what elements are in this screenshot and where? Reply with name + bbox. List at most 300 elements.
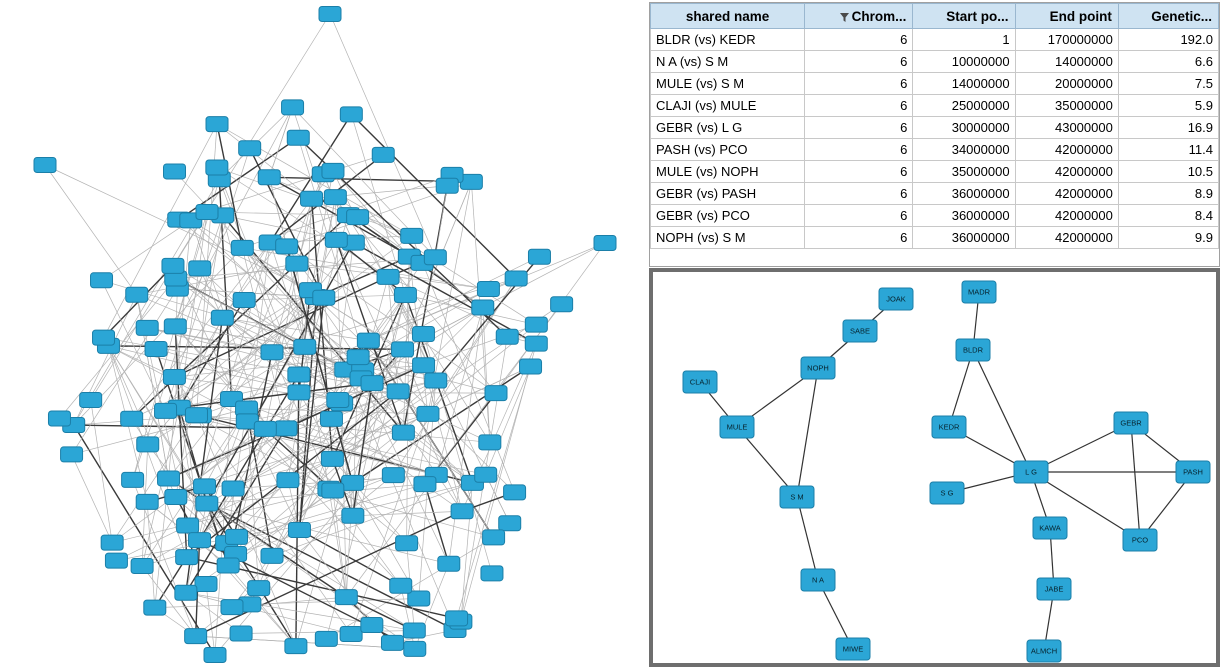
node-shape[interactable] (221, 600, 243, 615)
node-shape[interactable] (394, 287, 416, 302)
network-node[interactable] (438, 556, 460, 571)
network-edge[interactable] (949, 350, 973, 427)
network-node[interactable] (325, 232, 347, 247)
network-node[interactable] (276, 239, 298, 254)
node-shape[interactable] (481, 566, 503, 581)
network-node[interactable] (294, 339, 316, 354)
network-node[interactable] (505, 271, 527, 286)
node-shape[interactable] (136, 494, 158, 509)
node-shape[interactable] (551, 297, 573, 312)
cell-start-point[interactable]: 30000000 (913, 117, 1015, 139)
node-shape[interactable] (144, 600, 166, 615)
network-node[interactable] (932, 416, 966, 438)
network-node[interactable] (301, 191, 323, 206)
node-shape[interactable] (288, 367, 310, 382)
node-shape[interactable] (121, 411, 143, 426)
node-shape[interactable] (408, 591, 430, 606)
network-node[interactable] (930, 482, 964, 504)
node-shape[interactable] (382, 468, 404, 483)
node-shape[interactable] (48, 411, 70, 426)
cell-end-point[interactable]: 170000000 (1015, 29, 1118, 51)
network-node[interactable] (477, 282, 499, 297)
node-shape[interactable] (436, 178, 458, 193)
network-node[interactable] (137, 437, 159, 452)
node-shape[interactable] (325, 232, 347, 247)
network-node[interactable] (836, 638, 870, 660)
network-node[interactable] (414, 477, 436, 492)
network-node[interactable] (342, 508, 364, 523)
node-shape[interactable] (288, 385, 310, 400)
network-node[interactable] (962, 281, 996, 303)
node-shape[interactable] (319, 7, 341, 22)
node-shape[interactable] (254, 421, 276, 436)
table-row[interactable] (651, 227, 1219, 249)
network-node[interactable] (381, 635, 403, 650)
node-shape[interactable] (438, 556, 460, 571)
network-node[interactable] (288, 367, 310, 382)
network-node[interactable] (408, 591, 430, 606)
edge-table[interactable] (650, 3, 1219, 249)
node-shape[interactable] (122, 472, 144, 487)
network-node[interactable] (412, 327, 434, 342)
network-edge[interactable] (329, 489, 346, 597)
network-node[interactable] (185, 629, 207, 644)
network-edge[interactable] (486, 367, 531, 475)
node-shape[interactable] (206, 117, 228, 132)
cell-chromosome[interactable]: 6 (805, 29, 913, 51)
table-row[interactable] (651, 95, 1219, 117)
node-shape[interactable] (340, 107, 362, 122)
network-node[interactable] (436, 178, 458, 193)
network-node[interactable] (460, 174, 482, 189)
network-node[interactable] (164, 164, 186, 179)
cell-chromosome[interactable]: 6 (805, 117, 913, 139)
network-node[interactable] (340, 107, 362, 122)
cell-shared-name[interactable]: GEBR (vs) L G (651, 117, 805, 139)
node-shape[interactable] (335, 590, 357, 605)
node-shape[interactable] (162, 258, 184, 273)
network-node[interactable] (1027, 640, 1061, 662)
network-node[interactable] (1114, 412, 1148, 434)
network-node[interactable] (720, 416, 754, 438)
network-node[interactable] (1037, 578, 1071, 600)
node-shape[interactable] (204, 648, 226, 663)
cell-start-point[interactable]: 36000000 (913, 183, 1015, 205)
node-shape[interactable] (294, 339, 316, 354)
network-node[interactable] (196, 205, 218, 220)
network-node[interactable] (496, 329, 518, 344)
network-node[interactable] (195, 577, 217, 592)
network-node[interactable] (105, 553, 127, 568)
node-shape[interactable] (479, 435, 501, 450)
network-edge[interactable] (104, 124, 217, 338)
node-shape[interactable] (396, 536, 418, 551)
node-shape[interactable] (528, 249, 550, 264)
node-shape[interactable] (277, 473, 299, 488)
network-node[interactable] (163, 370, 185, 385)
network-node[interactable] (204, 648, 226, 663)
node-shape[interactable] (275, 421, 297, 436)
network-node[interactable] (347, 210, 369, 225)
network-node[interactable] (189, 533, 211, 548)
node-shape[interactable] (288, 522, 310, 537)
edge-table-panel[interactable] (649, 2, 1220, 267)
network-node[interactable] (254, 421, 276, 436)
table-row[interactable] (651, 29, 1219, 51)
table-row[interactable] (651, 139, 1219, 161)
cell-chromosome[interactable]: 6 (805, 95, 913, 117)
node-shape[interactable] (231, 240, 253, 255)
network-node[interactable] (322, 483, 344, 498)
table-header-chromosome[interactable] (805, 4, 913, 29)
network-node[interactable] (48, 411, 70, 426)
network-node[interactable] (780, 486, 814, 508)
table-body[interactable] (651, 29, 1219, 249)
network-node[interactable] (277, 473, 299, 488)
node-shape[interactable] (446, 611, 468, 626)
network-node[interactable] (101, 535, 123, 550)
node-shape[interactable] (136, 320, 158, 335)
network-node[interactable] (288, 385, 310, 400)
node-shape[interactable] (189, 261, 211, 276)
network-node[interactable] (396, 536, 418, 551)
node-shape[interactable] (322, 163, 344, 178)
node-shape[interactable] (404, 641, 426, 656)
network-node[interactable] (231, 240, 253, 255)
node-shape[interactable] (177, 518, 199, 533)
network-node[interactable] (382, 468, 404, 483)
node-shape[interactable] (286, 256, 308, 271)
network-node[interactable] (801, 569, 835, 591)
cell-end-point[interactable]: 20000000 (1015, 73, 1118, 95)
network-node[interactable] (485, 386, 507, 401)
cell-genetic[interactable]: 11.4 (1118, 139, 1218, 161)
node-shape[interactable] (315, 631, 337, 646)
cell-chromosome[interactable]: 6 (805, 51, 913, 73)
node-shape[interactable] (233, 293, 255, 308)
table-header-shared-name[interactable] (651, 4, 805, 29)
network-edge[interactable] (797, 368, 818, 497)
node-shape[interactable] (175, 585, 197, 600)
cell-chromosome[interactable]: 6 (805, 139, 913, 161)
network-node[interactable] (206, 117, 228, 132)
node-shape[interactable] (145, 341, 167, 356)
network-node[interactable] (319, 7, 341, 22)
network-node[interactable] (387, 384, 409, 399)
node-shape[interactable] (460, 174, 482, 189)
network-node[interactable] (206, 160, 228, 175)
network-node[interactable] (136, 320, 158, 335)
network-node[interactable] (287, 130, 309, 145)
cell-chromosome[interactable]: 6 (805, 161, 913, 183)
node-shape[interactable] (185, 408, 207, 423)
node-shape[interactable] (472, 300, 494, 315)
node-shape[interactable] (222, 481, 244, 496)
node-shape[interactable] (93, 330, 115, 345)
network-node[interactable] (956, 339, 990, 361)
network-node[interactable] (424, 250, 446, 265)
cell-chromosome[interactable]: 6 (805, 183, 913, 205)
node-shape[interactable] (401, 228, 423, 243)
cell-start-point[interactable]: 25000000 (913, 95, 1015, 117)
node-shape[interactable] (211, 310, 233, 325)
cell-end-point[interactable]: 42000000 (1015, 205, 1118, 227)
network-node[interactable] (136, 494, 158, 509)
network-node[interactable] (282, 100, 304, 115)
network-node[interactable] (222, 481, 244, 496)
node-shape[interactable] (403, 623, 425, 638)
node-shape[interactable] (276, 239, 298, 254)
node-shape[interactable] (387, 384, 409, 399)
network-node[interactable] (164, 319, 186, 334)
node-shape[interactable] (105, 553, 127, 568)
network-node[interactable] (158, 471, 180, 486)
cell-genetic[interactable]: 8.9 (1118, 183, 1218, 205)
table-row[interactable] (651, 117, 1219, 139)
cell-end-point[interactable]: 43000000 (1015, 117, 1118, 139)
table-row[interactable] (651, 51, 1219, 73)
network-node[interactable] (342, 475, 364, 490)
node-shape[interactable] (414, 477, 436, 492)
network-node[interactable] (221, 600, 243, 615)
node-shape[interactable] (282, 100, 304, 115)
network-node[interactable] (196, 496, 218, 511)
network-node[interactable] (261, 345, 283, 360)
cell-start-point[interactable]: 34000000 (913, 139, 1015, 161)
network-node[interactable] (288, 522, 310, 537)
network-node[interactable] (483, 530, 505, 545)
node-shape[interactable] (126, 287, 148, 302)
cell-start-point[interactable]: 35000000 (913, 161, 1015, 183)
node-shape[interactable] (347, 350, 369, 365)
network-node[interactable] (472, 300, 494, 315)
node-shape[interactable] (261, 345, 283, 360)
node-shape[interactable] (520, 359, 542, 374)
network-node[interactable] (683, 371, 717, 393)
network-node[interactable] (361, 618, 383, 633)
network-node[interactable] (357, 333, 379, 348)
network-node[interactable] (551, 297, 573, 312)
network-node[interactable] (230, 626, 252, 641)
node-shape[interactable] (483, 530, 505, 545)
node-shape[interactable] (189, 533, 211, 548)
table-header-end-point[interactable] (1015, 4, 1118, 29)
node-shape[interactable] (196, 496, 218, 511)
node-shape[interactable] (361, 376, 383, 391)
subnetwork-view[interactable] (649, 268, 1220, 667)
node-shape[interactable] (496, 329, 518, 344)
network-edge[interactable] (1131, 423, 1140, 540)
network-node[interactable] (144, 600, 166, 615)
network-node[interactable] (403, 623, 425, 638)
node-shape[interactable] (248, 581, 270, 596)
node-shape[interactable] (377, 269, 399, 284)
node-shape[interactable] (164, 164, 186, 179)
node-shape[interactable] (475, 467, 497, 482)
node-shape[interactable] (417, 406, 439, 421)
network-node[interactable] (801, 357, 835, 379)
network-node[interactable] (392, 425, 414, 440)
network-node[interactable] (394, 287, 416, 302)
cell-shared-name[interactable]: BLDR (vs) KEDR (651, 29, 805, 51)
network-node[interactable] (324, 190, 346, 205)
network-node[interactable] (275, 421, 297, 436)
node-shape[interactable] (327, 393, 349, 408)
table-row[interactable] (651, 183, 1219, 205)
network-edge[interactable] (296, 375, 299, 647)
network-node[interactable] (372, 147, 394, 162)
cell-start-point[interactable]: 36000000 (913, 227, 1015, 249)
cell-chromosome[interactable]: 6 (805, 205, 913, 227)
network-node[interactable] (525, 336, 547, 351)
node-shape[interactable] (287, 130, 309, 145)
node-shape[interactable] (413, 358, 435, 373)
cell-genetic[interactable]: 7.5 (1118, 73, 1218, 95)
network-node[interactable] (322, 163, 344, 178)
node-shape[interactable] (342, 508, 364, 523)
node-shape[interactable] (504, 485, 526, 500)
node-shape[interactable] (412, 327, 434, 342)
cell-start-point[interactable]: 1 (913, 29, 1015, 51)
node-shape[interactable] (392, 342, 414, 357)
network-node[interactable] (446, 611, 468, 626)
network-node[interactable] (479, 435, 501, 450)
network-node[interactable] (843, 320, 877, 342)
network-node[interactable] (61, 447, 83, 462)
node-shape[interactable] (91, 273, 113, 288)
network-node[interactable] (504, 485, 526, 500)
node-shape[interactable] (525, 317, 547, 332)
cell-shared-name[interactable]: GEBR (vs) PASH (651, 183, 805, 205)
network-node[interactable] (176, 550, 198, 565)
node-shape[interactable] (230, 626, 252, 641)
network-node[interactable] (226, 529, 248, 544)
network-node[interactable] (594, 236, 616, 251)
cell-end-point[interactable]: 42000000 (1015, 183, 1118, 205)
network-node[interactable] (177, 518, 199, 533)
cell-genetic[interactable]: 10.5 (1118, 161, 1218, 183)
cell-shared-name[interactable]: MULE (vs) S M (651, 73, 805, 95)
network-node[interactable] (261, 548, 283, 563)
network-node[interactable] (1176, 461, 1210, 483)
network-node[interactable] (248, 581, 270, 596)
network-node[interactable] (93, 330, 115, 345)
network-node[interactable] (162, 258, 184, 273)
node-shape[interactable] (261, 548, 283, 563)
network-node[interactable] (126, 287, 148, 302)
node-shape[interactable] (324, 190, 346, 205)
network-node[interactable] (313, 290, 335, 305)
node-shape[interactable] (164, 319, 186, 334)
node-shape[interactable] (239, 141, 261, 156)
network-node[interactable] (481, 566, 503, 581)
node-shape[interactable] (342, 475, 364, 490)
network-node[interactable] (390, 578, 412, 593)
network-node[interactable] (425, 373, 447, 388)
network-node[interactable] (121, 411, 143, 426)
node-shape[interactable] (451, 504, 473, 519)
network-edge[interactable] (91, 400, 112, 543)
cell-shared-name[interactable]: MULE (vs) NOPH (651, 161, 805, 183)
node-shape[interactable] (505, 271, 527, 286)
cell-shared-name[interactable]: NOPH (vs) S M (651, 227, 805, 249)
network-node[interactable] (451, 504, 473, 519)
cell-start-point[interactable]: 14000000 (913, 73, 1015, 95)
node-shape[interactable] (165, 490, 187, 505)
node-shape[interactable] (390, 578, 412, 593)
node-shape[interactable] (34, 158, 56, 173)
node-shape[interactable] (301, 191, 323, 206)
cell-end-point[interactable]: 42000000 (1015, 227, 1118, 249)
network-node[interactable] (321, 451, 343, 466)
network-node[interactable] (155, 403, 177, 418)
cell-genetic[interactable]: 9.9 (1118, 227, 1218, 249)
node-shape[interactable] (392, 425, 414, 440)
node-shape[interactable] (485, 386, 507, 401)
network-edge[interactable] (405, 295, 472, 483)
network-node[interactable] (285, 639, 307, 654)
network-node[interactable] (189, 261, 211, 276)
node-shape[interactable] (194, 479, 216, 494)
network-edge[interactable] (72, 289, 178, 455)
network-node[interactable] (286, 256, 308, 271)
cell-genetic[interactable]: 16.9 (1118, 117, 1218, 139)
network-node[interactable] (1014, 461, 1048, 483)
cell-end-point[interactable]: 14000000 (1015, 51, 1118, 73)
node-shape[interactable] (206, 160, 228, 175)
node-shape[interactable] (61, 447, 83, 462)
node-shape[interactable] (381, 635, 403, 650)
node-shape[interactable] (594, 236, 616, 251)
node-shape[interactable] (321, 451, 343, 466)
node-shape[interactable] (322, 483, 344, 498)
cell-shared-name[interactable]: N A (vs) S M (651, 51, 805, 73)
network-node[interactable] (1123, 529, 1157, 551)
node-shape[interactable] (285, 639, 307, 654)
network-node[interactable] (377, 269, 399, 284)
network-node[interactable] (327, 393, 349, 408)
filter-icon[interactable] (840, 10, 849, 19)
network-node[interactable] (404, 641, 426, 656)
network-node[interactable] (347, 350, 369, 365)
network-node[interactable] (361, 376, 383, 391)
node-shape[interactable] (499, 516, 521, 531)
network-node[interactable] (401, 228, 423, 243)
cell-shared-name[interactable]: PASH (vs) PCO (651, 139, 805, 161)
node-shape[interactable] (217, 558, 239, 573)
network-node[interactable] (217, 558, 239, 573)
node-shape[interactable] (196, 205, 218, 220)
node-shape[interactable] (195, 577, 217, 592)
node-shape[interactable] (258, 170, 280, 185)
subnetwork-canvas[interactable] (653, 272, 1216, 663)
node-shape[interactable] (320, 411, 342, 426)
node-shape[interactable] (313, 290, 335, 305)
cell-genetic[interactable]: 5.9 (1118, 95, 1218, 117)
table-row[interactable] (651, 205, 1219, 227)
cell-genetic[interactable]: 192.0 (1118, 29, 1218, 51)
network-node[interactable] (392, 342, 414, 357)
table-header-genetic[interactable] (1118, 4, 1218, 29)
cell-shared-name[interactable]: CLAJI (vs) MULE (651, 95, 805, 117)
network-node[interactable] (315, 631, 337, 646)
network-edge[interactable] (973, 350, 1031, 472)
network-node[interactable] (194, 479, 216, 494)
network-node[interactable] (879, 288, 913, 310)
network-node[interactable] (528, 249, 550, 264)
node-shape[interactable] (340, 626, 362, 641)
cell-end-point[interactable]: 42000000 (1015, 161, 1118, 183)
